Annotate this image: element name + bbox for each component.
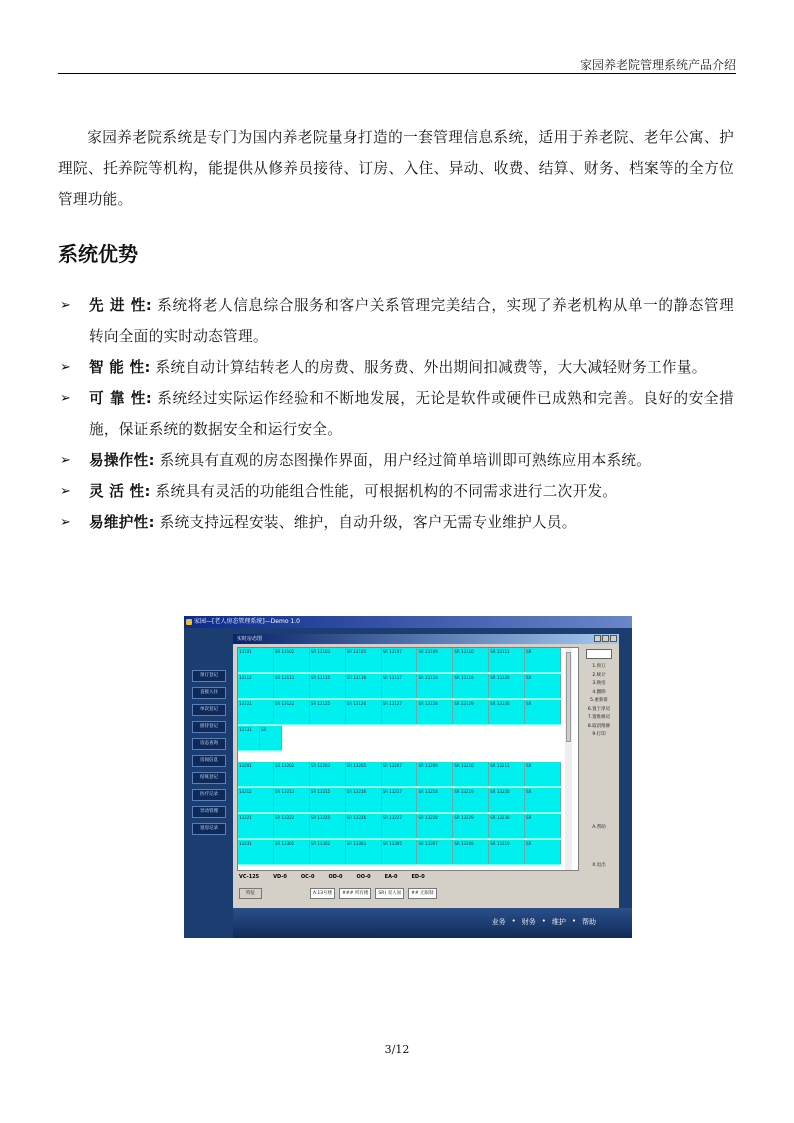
room-cell[interactable]: SR 13220 xyxy=(489,788,525,812)
room-cell[interactable]: 13101 xyxy=(238,648,274,672)
room-row xyxy=(238,840,561,865)
feature-label: 易操作性 xyxy=(89,452,149,469)
page-number: 3/12 xyxy=(384,1043,410,1056)
feature-text: 系统具有灵活的功能组合性能，可根据机构的不同需求进行二次开发。 xyxy=(155,483,618,500)
feature-label: 灵 活 性 xyxy=(89,483,145,500)
nav-item[interactable]: 房间信息 xyxy=(192,755,226,767)
room-search-input[interactable] xyxy=(586,649,612,659)
feature-text: 系统将老人信息综合服务和客户关系管理完美结合，实现了养老机构从单一的静态管理转向全面的实时动态管理。 xyxy=(89,297,734,345)
nav-item[interactable]: 预订登记 xyxy=(192,670,226,682)
room-cell[interactable]: 13121 xyxy=(238,700,274,724)
action-item[interactable]: 1.预订 xyxy=(592,664,606,669)
room-cell[interactable]: SR 13110 xyxy=(453,648,489,672)
app-window-title: 家园—[老人房态管理系统]—Demo 1.0 xyxy=(194,618,300,625)
action-item[interactable]: 6.置于净房 xyxy=(587,706,611,712)
room-row xyxy=(238,788,561,813)
status-count: VD-0 xyxy=(273,874,287,880)
header-rule xyxy=(58,73,736,74)
room-cell[interactable]: SR 13211 xyxy=(489,762,525,786)
room-status-summary xyxy=(239,874,579,884)
filter-toolbar xyxy=(239,888,437,898)
action-item[interactable]: 3.换房 xyxy=(592,681,606,686)
room-type-select[interactable]: SR) 双人间 xyxy=(375,888,404,899)
feature-item: ➢ 易操作性: 系统具有直观的房态图操作界面，用户经过简单培训即可熟练应用本系统。 xyxy=(58,445,734,476)
room-cell[interactable]: SR 13217 xyxy=(382,788,418,812)
room-cell[interactable]: SR 13226 xyxy=(346,814,382,838)
room-cell[interactable]: SR 13105 xyxy=(346,648,382,672)
room-cell[interactable]: SR 13111 xyxy=(489,648,525,672)
room-cell[interactable]: SR 13109 xyxy=(417,648,453,672)
feature-label: 可 靠 性 xyxy=(89,390,146,407)
action-item[interactable]: 8.取消维修 xyxy=(587,723,611,729)
room-cell[interactable]: SR 13307 xyxy=(417,840,453,864)
room-cell[interactable]: SR 13130 xyxy=(489,700,525,724)
menu-help[interactable]: 帮助 xyxy=(582,918,596,926)
maximize-icon[interactable] xyxy=(602,635,609,642)
feature-button[interactable]: 特征 xyxy=(239,888,262,899)
nav-item[interactable]: 接待登记 xyxy=(192,721,226,733)
nav-item[interactable]: 直接入住 xyxy=(192,687,226,699)
room-cell[interactable]: SR xyxy=(525,762,561,786)
arrow-bullet-icon: ➢ xyxy=(60,484,72,499)
intro-paragraph: 家园养老院系统是专门为国内养老院量身打造的一套管理信息系统，适用于养老院、老年公寓、护理院、托养院等机构，能提供从修养员接待、订房、入住、异动、收费、结算、财务、档案等的全方位管理功能。 xyxy=(58,129,734,208)
feature-label: 易维护性 xyxy=(89,514,149,531)
arrow-bullet-icon: ➢ xyxy=(60,360,72,375)
vertical-scrollbar[interactable] xyxy=(565,648,572,870)
room-status-window xyxy=(233,634,619,924)
bottom-menu: 业务 • 财务 • 维护 • 帮助 xyxy=(491,917,596,926)
room-cell[interactable]: 13112 xyxy=(238,674,274,698)
building-select[interactable]: A.13号楼 xyxy=(310,888,335,899)
room-row xyxy=(238,762,561,787)
feature-item: ➢ 灵 活 性: 系统具有灵活的功能组合性能，可根据机构的不同需求进行二次开发。 xyxy=(58,476,734,507)
nav-item[interactable]: 退房记录 xyxy=(192,823,226,835)
room-cell[interactable]: SR 13210 xyxy=(453,762,489,786)
app-titlebar xyxy=(184,616,632,628)
arrow-bullet-icon: ➢ xyxy=(60,515,72,530)
action-item[interactable]: 5.重新排 xyxy=(590,698,608,703)
status-count: VC-125 xyxy=(239,874,260,880)
room-cell[interactable]: SR 13225 xyxy=(310,814,346,838)
room-cell[interactable]: 13201 xyxy=(238,762,274,786)
nav-item[interactable]: 房态查询 xyxy=(192,738,226,750)
feature-item: ➢ 可 靠 性: 系统经过实际运作经验和不断地发展，无论是软件或硬件已成熟和完善。良好的安全措施，保证系统的数据安全和运行安全。 xyxy=(58,383,734,445)
room-cell[interactable]: SR 13228 xyxy=(417,814,453,838)
room-cell[interactable]: SR 13227 xyxy=(382,814,418,838)
room-row xyxy=(238,700,561,725)
feature-label: 先 进 性 xyxy=(89,297,146,314)
room-cell[interactable]: SR 13115 xyxy=(310,674,346,698)
status-count: OD-0 xyxy=(328,874,343,880)
feature-text: 系统支持远程安装、维护，自动升级，客户无需专业维护人员。 xyxy=(159,514,577,531)
room-cell[interactable]: SR 13125 xyxy=(310,700,346,724)
software-screenshot xyxy=(184,616,632,938)
room-cell[interactable]: SR 13126 xyxy=(346,700,382,724)
room-cell[interactable]: SR 13122 xyxy=(274,700,310,724)
room-cell[interactable]: SR 13222 xyxy=(274,814,310,838)
room-cell[interactable]: SR 13113 xyxy=(274,674,310,698)
arrow-bullet-icon: ➢ xyxy=(60,298,72,313)
room-cell[interactable]: SR 13127 xyxy=(382,700,418,724)
arrow-bullet-icon: ➢ xyxy=(60,391,72,406)
action-item[interactable]: 2.统计 xyxy=(592,672,606,678)
nav-item[interactable]: 单次登记 xyxy=(192,704,226,716)
room-cell[interactable]: 13131 xyxy=(238,726,260,750)
room-cell[interactable]: SR 13203 xyxy=(310,762,346,786)
scrollbar-thumb[interactable] xyxy=(566,652,571,742)
arrow-bullet-icon: ➢ xyxy=(60,453,72,468)
room-cell[interactable]: SR 13209 xyxy=(417,762,453,786)
room-cell[interactable]: SR 13129 xyxy=(453,700,489,724)
room-cell[interactable]: SR 13230 xyxy=(489,814,525,838)
status-count: OO-0 xyxy=(356,874,371,880)
room-row xyxy=(238,726,282,751)
room-cell[interactable]: SR xyxy=(525,814,561,838)
action-item[interactable]: 4.删除 xyxy=(592,689,606,695)
room-cell[interactable]: SR 13302 xyxy=(310,840,346,864)
room-cell[interactable]: 13221 xyxy=(238,814,274,838)
room-row xyxy=(238,648,561,673)
feature-item: ➢ 易维护性: 系统支持远程安装、维护，自动升级，客户无需专业维护人员。 xyxy=(58,507,734,538)
room-cell[interactable]: SR xyxy=(525,788,561,812)
room-grid xyxy=(237,647,579,871)
room-cell[interactable]: SR 13305 xyxy=(382,840,418,864)
limit-select[interactable]: ## 无限制 xyxy=(408,888,436,899)
room-row xyxy=(238,674,561,699)
side-nav xyxy=(192,670,226,840)
room-cell[interactable]: SR xyxy=(260,726,282,750)
feature-item: ➢ 智 能 性: 系统自动计算结转老人的房费、服务费、外出期间扣减费等，大大减轻财务工作量。 xyxy=(58,352,734,383)
room-cell[interactable]: SR 13216 xyxy=(346,788,382,812)
room-cell[interactable]: SR 13116 xyxy=(346,674,382,698)
nav-item[interactable]: 医疗记录 xyxy=(192,789,226,801)
minimize-icon[interactable] xyxy=(594,635,601,642)
close-icon[interactable] xyxy=(610,635,617,642)
room-cell[interactable]: SR 13218 xyxy=(417,788,453,812)
room-row xyxy=(238,814,561,839)
action-panel xyxy=(581,647,617,897)
room-cell[interactable]: SR 13107 xyxy=(382,648,418,672)
room-cell[interactable]: SR 13229 xyxy=(453,814,489,838)
room-cell[interactable]: SR 13301 xyxy=(274,840,310,864)
room-cell[interactable]: SR 13219 xyxy=(453,788,489,812)
room-cell[interactable]: SR 13215 xyxy=(310,788,346,812)
feature-list xyxy=(58,290,734,538)
room-cell[interactable]: SR 13310 xyxy=(489,840,525,864)
menu-maintenance[interactable]: 维护 xyxy=(551,918,566,926)
room-cell[interactable]: SR 13103 xyxy=(310,648,346,672)
room-cell[interactable]: SR xyxy=(525,840,561,864)
room-cell[interactable]: 13212 xyxy=(238,788,274,812)
bottom-menu-bar xyxy=(233,908,632,938)
room-cell[interactable]: SR 13205 xyxy=(346,762,382,786)
room-cell[interactable]: 13231 xyxy=(238,840,274,864)
feature-text: 系统经过实际运作经验和不断地发展，无论是软件或硬件已成熟和完善。良好的安全措施，保证系统的数据安全和运行安全。 xyxy=(89,390,734,438)
room-cell[interactable]: SR xyxy=(525,674,561,698)
room-cell[interactable]: SR 13102 xyxy=(274,648,310,672)
room-cell[interactable]: SR 13117 xyxy=(382,674,418,698)
status-count: EA-0 xyxy=(384,874,398,880)
floor-select[interactable]: ### 所有楼 xyxy=(339,888,371,899)
menu-finance[interactable]: 财务 xyxy=(521,918,536,926)
room-window-title: 实时房态图 xyxy=(233,634,619,644)
window-controls xyxy=(594,635,617,642)
room-cell[interactable]: SR 13128 xyxy=(417,700,453,724)
status-count: OC-0 xyxy=(300,874,315,880)
menu-business[interactable]: 业务 xyxy=(491,918,506,926)
feature-text: 系统具有直观的房态图操作界面，用户经过简单培训即可熟练应用本系统。 xyxy=(159,452,652,469)
room-cell[interactable]: SR 13118 xyxy=(417,674,453,698)
page-header-title: 家园养老院管理系统产品介绍 xyxy=(579,58,736,72)
room-cell[interactable]: SR 13120 xyxy=(489,674,525,698)
feature-label: 智 能 性 xyxy=(89,359,145,376)
room-cell[interactable]: SR xyxy=(525,648,561,672)
exit-action[interactable]: X.退出 xyxy=(592,863,606,868)
nav-item[interactable]: 异动管理 xyxy=(192,806,226,818)
room-cell[interactable]: SR xyxy=(525,700,561,724)
feature-text: 系统自动计算结转老人的房费、服务费、外出期间扣减费等，大大减轻财务工作量。 xyxy=(155,359,707,376)
room-cell[interactable]: SR 13119 xyxy=(453,674,489,698)
app-icon xyxy=(186,619,192,625)
status-count: ED-0 xyxy=(411,874,425,880)
room-cell[interactable]: SR 13309 xyxy=(453,840,489,864)
room-cell[interactable]: SR 13213 xyxy=(274,788,310,812)
action-item[interactable]: 7.置维修房 xyxy=(587,715,611,720)
room-cell[interactable]: SR 13303 xyxy=(346,840,382,864)
section-title: 系统优势 xyxy=(58,242,138,266)
help-action[interactable]: A.帮助 xyxy=(592,824,606,830)
feature-item: ➢ 先 进 性: 系统将老人信息综合服务和客户关系管理完美结合，实现了养老机构从单一的静态管理转向全面的实时动态管理。 xyxy=(58,290,734,352)
room-cell[interactable]: SR 13202 xyxy=(274,762,310,786)
action-item[interactable]: 9.打印 xyxy=(592,732,606,737)
nav-item[interactable]: 结账登记 xyxy=(192,772,226,784)
room-cell[interactable]: SR 13207 xyxy=(382,762,418,786)
